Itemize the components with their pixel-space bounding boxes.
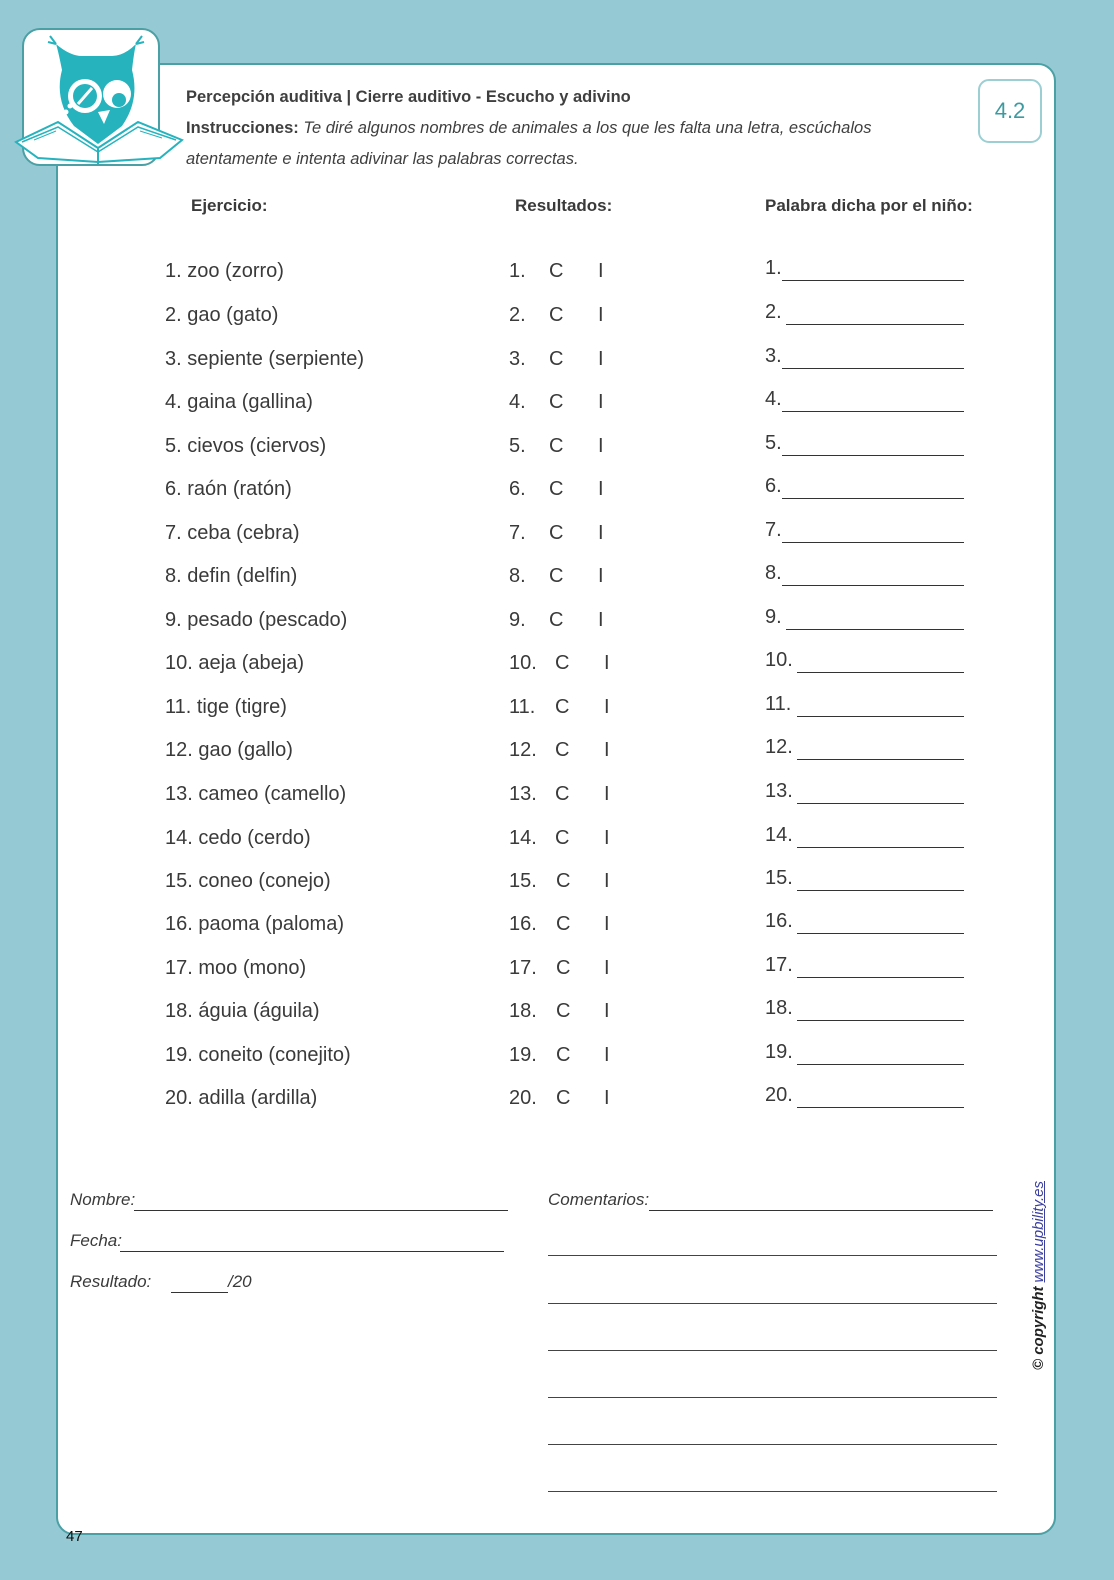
owl-reading-book-icon: [12, 30, 174, 168]
result-number: 18.: [509, 1000, 537, 1022]
result-incorrect-option[interactable]: I: [604, 1000, 610, 1022]
result-correct-option[interactable]: C: [556, 913, 571, 935]
exercise-text: 3. sepiente (serpiente): [165, 348, 365, 370]
result-correct-option[interactable]: C: [556, 1000, 571, 1022]
result-incorrect-option[interactable]: I: [604, 913, 610, 935]
result-number: 17.: [509, 957, 537, 979]
comments-line[interactable]: [548, 1444, 997, 1445]
answer-number: 3.: [765, 345, 782, 367]
answer-field[interactable]: [797, 759, 964, 760]
answer-field[interactable]: [782, 585, 964, 586]
comments-field-line[interactable]: [649, 1210, 993, 1211]
exercise-text: 2. gao (gato): [165, 304, 279, 326]
exercise-text: 12. gao (gallo): [165, 739, 293, 761]
result-correct-option[interactable]: C: [549, 348, 564, 370]
name-field[interactable]: [134, 1210, 508, 1211]
exercise-text: 1. zoo (zorro): [165, 260, 284, 282]
answer-field[interactable]: [797, 847, 964, 848]
result-number: 1.: [509, 260, 526, 282]
result-incorrect-option[interactable]: I: [604, 1044, 610, 1066]
exercise-text: 14. cedo (cerdo): [165, 827, 311, 849]
column-header-results: Resultados:: [515, 196, 613, 215]
result-number: 12.: [509, 739, 537, 761]
exercise-text: 5. cievos (ciervos): [165, 435, 327, 457]
result-correct-option[interactable]: C: [549, 609, 564, 631]
result-correct-option[interactable]: C: [556, 1044, 571, 1066]
result-correct-option[interactable]: C: [549, 478, 564, 500]
result-correct-option[interactable]: C: [556, 957, 571, 979]
result-number: 16.: [509, 913, 537, 935]
name-label: Nombre:: [70, 1190, 136, 1209]
answer-field[interactable]: [797, 672, 964, 673]
exercise-text: 9. pesado (pescado): [165, 609, 348, 631]
answer-number: 11.: [765, 693, 792, 715]
result-number: 20.: [509, 1087, 537, 1109]
result-correct-option[interactable]: C: [555, 739, 570, 761]
result-incorrect-option[interactable]: I: [598, 435, 604, 457]
answer-number: 6.: [765, 475, 782, 497]
result-number: 14.: [509, 827, 537, 849]
answer-field[interactable]: [782, 411, 964, 412]
answer-number: 2.: [765, 301, 782, 323]
exercise-text: 10. aeja (abeja): [165, 652, 304, 674]
answer-field[interactable]: [797, 977, 964, 978]
result-number: 19.: [509, 1044, 537, 1066]
answer-field[interactable]: [797, 933, 964, 934]
result-number: 3.: [509, 348, 526, 370]
answer-field[interactable]: [797, 1107, 964, 1108]
exercise-text: 6. raón (ratón): [165, 478, 292, 500]
answer-number: 14.: [765, 824, 793, 846]
comments-line[interactable]: [548, 1397, 997, 1398]
answer-number: 20.: [765, 1084, 793, 1106]
result-number: 6.: [509, 478, 526, 500]
result-number: 5.: [509, 435, 526, 457]
result-incorrect-option[interactable]: I: [598, 304, 604, 326]
result-correct-option[interactable]: C: [555, 827, 570, 849]
exercise-text: 16. paoma (paloma): [165, 913, 344, 935]
column-header-word: Palabra dicha por el niño:: [765, 196, 973, 215]
comments-label: Comentarios:: [548, 1190, 650, 1209]
result-correct-option[interactable]: C: [555, 652, 570, 674]
date-field[interactable]: [120, 1251, 504, 1252]
result-incorrect-option[interactable]: I: [604, 870, 610, 892]
exercise-text: 11. tige (tigre): [165, 696, 287, 718]
answer-field[interactable]: [786, 629, 964, 630]
exercise-text: 13. cameo (camello): [165, 783, 347, 805]
result-incorrect-option[interactable]: I: [604, 827, 610, 849]
answer-number: 19.: [765, 1041, 793, 1063]
result-incorrect-option[interactable]: I: [604, 652, 610, 674]
result-incorrect-option[interactable]: I: [598, 391, 604, 413]
result-number: 13.: [509, 783, 537, 805]
answer-field[interactable]: [797, 803, 964, 804]
result-incorrect-option[interactable]: I: [598, 522, 604, 544]
answer-number: 1.: [765, 257, 782, 279]
result-correct-option[interactable]: C: [556, 870, 571, 892]
result-incorrect-option[interactable]: I: [598, 260, 604, 282]
comments-line[interactable]: [548, 1350, 997, 1351]
answer-field[interactable]: [786, 324, 964, 325]
answer-number: 12.: [765, 736, 793, 758]
result-incorrect-option[interactable]: I: [604, 1087, 610, 1109]
logo: [22, 28, 160, 166]
result-label: Resultado:: [70, 1272, 152, 1291]
copyright-link[interactable]: www.upbility.es: [1030, 1181, 1047, 1283]
answer-number: 9.: [765, 606, 782, 628]
answer-number: 18.: [765, 997, 793, 1019]
exercise-text: 4. gaina (gallina): [165, 391, 313, 413]
result-number: 11.: [509, 696, 536, 718]
result-correct-option[interactable]: C: [549, 435, 564, 457]
result-correct-option[interactable]: C: [549, 304, 564, 326]
exercise-text: 8. defin (delfin): [165, 565, 298, 587]
answer-number: 15.: [765, 867, 793, 889]
result-correct-option[interactable]: C: [549, 391, 564, 413]
result-number: 10.: [509, 652, 537, 674]
result-number: 4.: [509, 391, 526, 413]
result-incorrect-option[interactable]: I: [604, 783, 610, 805]
comments-line[interactable]: [548, 1491, 997, 1492]
answer-field[interactable]: [782, 280, 964, 281]
answer-field[interactable]: [782, 498, 964, 499]
worksheet-header: [186, 82, 946, 175]
exercise-text: 19. coneito (conejito): [165, 1044, 351, 1066]
answer-number: 4.: [765, 388, 782, 410]
worksheet-title: Percepción auditiva | Cierre auditivo - Escucho y adivino: [186, 88, 631, 106]
result-correct-option[interactable]: C: [549, 565, 564, 587]
exercise-text: 20. adilla (ardilla): [165, 1087, 318, 1109]
result-score-field[interactable]: [171, 1292, 228, 1293]
result-number: 8.: [509, 565, 526, 587]
answer-number: 7.: [765, 519, 782, 541]
answer-field[interactable]: [782, 368, 964, 369]
result-correct-option[interactable]: C: [556, 1087, 571, 1109]
result-incorrect-option[interactable]: I: [598, 565, 604, 587]
date-label: Fecha:: [70, 1231, 122, 1250]
answer-field[interactable]: [782, 542, 964, 543]
result-number: 9.: [509, 609, 526, 631]
answer-field[interactable]: [797, 890, 964, 891]
comments-line[interactable]: [548, 1303, 997, 1304]
answer-number: 8.: [765, 562, 782, 584]
result-incorrect-option[interactable]: I: [604, 957, 610, 979]
answer-number: 5.: [765, 432, 782, 454]
answer-number: 13.: [765, 780, 793, 802]
copyright-notice: [1030, 1181, 1047, 1370]
answer-field[interactable]: [797, 1064, 964, 1065]
result-number: 15.: [509, 870, 537, 892]
result-incorrect-option[interactable]: I: [598, 478, 604, 500]
comments-line[interactable]: [548, 1255, 997, 1256]
column-header-exercise: Ejercicio:: [191, 196, 268, 215]
result-correct-option[interactable]: C: [555, 783, 570, 805]
answer-field[interactable]: [782, 455, 964, 456]
result-incorrect-option[interactable]: I: [598, 348, 604, 370]
result-number: 2.: [509, 304, 526, 326]
exercise-text: 7. ceba (cebra): [165, 522, 300, 544]
result-correct-option[interactable]: C: [549, 260, 564, 282]
exercise-text: 17. moo (mono): [165, 957, 307, 979]
exercise-text: 18. águia (águila): [165, 1000, 320, 1022]
result-incorrect-option[interactable]: I: [604, 739, 610, 761]
answer-field[interactable]: [797, 716, 964, 717]
copyright-label: © copyright: [1030, 1286, 1047, 1370]
result-correct-option[interactable]: C: [549, 522, 564, 544]
instructions-label: Instrucciones:: [186, 119, 299, 137]
result-incorrect-option[interactable]: I: [604, 696, 610, 718]
answer-field[interactable]: [797, 1020, 964, 1021]
answer-number: 16.: [765, 910, 793, 932]
result-incorrect-option[interactable]: I: [598, 609, 604, 631]
answer-number: 17.: [765, 954, 793, 976]
result-correct-option[interactable]: C: [555, 696, 570, 718]
exercise-number-badge: 4.2: [978, 79, 1042, 143]
result-number: 7.: [509, 522, 526, 544]
exercise-text: 15. coneo (conejo): [165, 870, 331, 892]
answer-number: 10.: [765, 649, 793, 671]
instructions-text: Te diré algunos nombres de animales a los que les falta una letra, escúchalos atentamente e intenta adivinar las palabras correctas.: [186, 119, 872, 168]
result-total: /20: [228, 1272, 252, 1291]
page-number: 47: [66, 1528, 83, 1545]
